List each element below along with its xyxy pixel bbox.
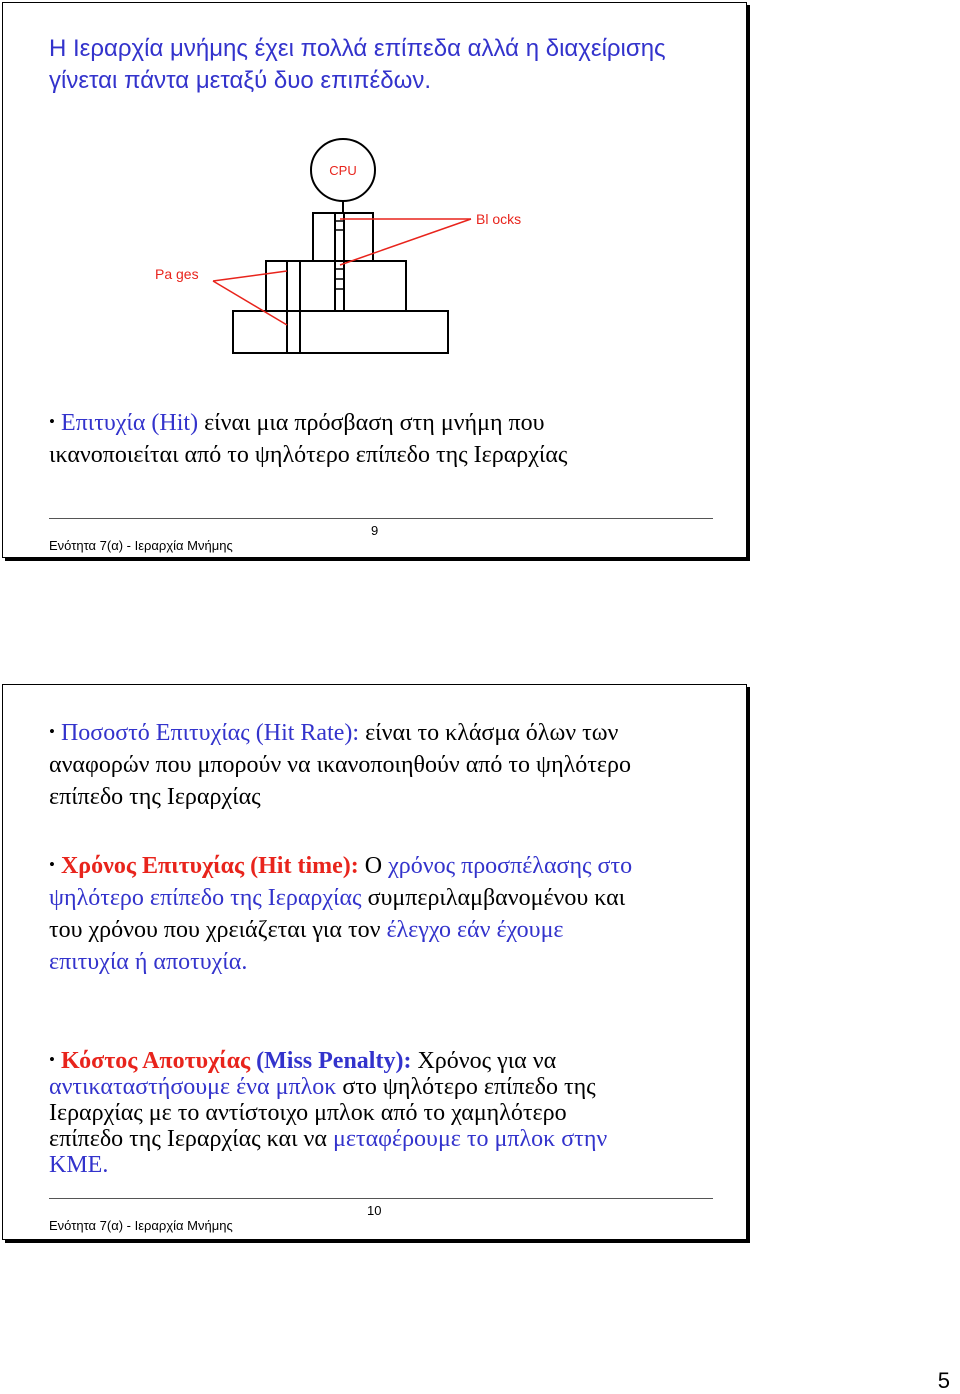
- miss-penalty-line4b: μεταφέρουμε το μπλοκ στην: [326, 1126, 608, 1152]
- blocks-label: Bl ocks: [476, 211, 522, 227]
- hit-rate-line2: αναφορών που μπορούν να ικανοποιηθούν από το ψηλότερο: [49, 752, 631, 778]
- footer-text: Ενότητα 7(α) - Ιεραρχία Μνήμης: [49, 1218, 233, 1233]
- miss-penalty-line2a: αντικαταστήσουμε ένα μπλοκ: [49, 1074, 337, 1100]
- hit-rate-text: είναι το κλάσμα όλων των: [359, 720, 619, 746]
- memory-hierarchy-diagram: [3, 3, 748, 363]
- page-number: 9: [371, 523, 379, 538]
- hit-time-bullet: • Χρόνος Επιτυχίας (Hit time): Ο χρόνος προσπέλασης στο ψηλότερο επίπεδο της Ιεραρχίας συμπεριλαμβανομένου και του χρόνου που χρειάζεται για τον έλεγχο εάν έχουμε επιτυχία ή αποτυχία.: [49, 853, 633, 975]
- hit-time-line2b: συμπεριλαμβανομένου και: [361, 885, 626, 911]
- hit-time-text: Ο: [358, 853, 383, 879]
- hit-rate-bullet: • Ποσοστό Επιτυχίας (Hit Rate): είναι το κλάσμα όλων των αναφορών που μπορούν να ικανοποιηθούν από το ψηλότερο επίπεδο της Ιεραρχίας: [49, 720, 631, 810]
- hit-time-line2a: ψηλότερο επίπεδο της Ιεραρχίας: [49, 885, 362, 911]
- hit-rate-term: Ποσοστό Επιτυχίας (Hit Rate):: [60, 720, 360, 746]
- hit-time-line4: επιτυχία ή αποτυχία.: [49, 949, 248, 975]
- hit-time-term: Χρόνος Επιτυχίας (Hit time):: [60, 853, 359, 879]
- footer-rule: [49, 518, 713, 519]
- miss-penalty-line2b: στο ψηλότερο επίπεδο της: [336, 1074, 596, 1100]
- slide-9: [2, 2, 747, 558]
- footer-rule: [49, 1198, 713, 1199]
- hit-term: Επιτυχία: [60, 410, 146, 436]
- miss-penalty-line4a: επίπεδο της Ιεραρχίας και να: [49, 1126, 327, 1152]
- title-line-1: Η Ιεραρχία μνήμης έχει πολλά επίπεδα αλλά η διαχείρισης: [49, 35, 666, 62]
- hit-time-text-blue: χρόνος προσπέλασης στο: [382, 853, 633, 879]
- hit-time-line3b: έλεγχο εάν έχουμε: [380, 917, 564, 943]
- hit-definition: είναι μια πρόσβαση στη μνήμη που: [198, 410, 545, 436]
- miss-penalty-bullet: • Κόστος Αποτυχίας (Miss Penalty): Χρόνος για να αντικαταστήσουμε ένα μπλοκ στο ψηλότερο επίπεδο της Ιεραρχίας με το αντίστοιχο μπλοκ από το χαμηλότερο επίπεδο της Ιεραρχίας και να μεταφέρουμε το μπλοκ στην ΚΜΕ.: [49, 1048, 608, 1178]
- miss-penalty-line5: ΚΜΕ.: [49, 1152, 109, 1178]
- title-line-2: γίνεται πάντα μεταξύ δυο επιπέδων.: [49, 67, 432, 94]
- miss-penalty-term: Κόστος Αποτυχίας: [60, 1048, 251, 1074]
- cpu-label: CPU: [329, 163, 357, 178]
- page-number: 10: [367, 1203, 382, 1218]
- hit-time-line3a: του χρόνου που χρειάζεται για τον: [49, 917, 381, 943]
- hit-term-en: (Hit): [151, 410, 199, 436]
- miss-penalty-text: Χρόνος για να: [411, 1048, 557, 1074]
- miss-penalty-line3: Ιεραρχίας με το αντίστοιχο μπλοκ από το χαμηλότερο: [49, 1100, 567, 1126]
- sheet-page-number: 5: [937, 1368, 950, 1393]
- hit-definition-line2: ικανοποιείται από το ψηλότερο επίπεδο της Ιεραρχίας: [49, 442, 568, 468]
- miss-penalty-term-en: (Miss Penalty):: [250, 1048, 412, 1074]
- pages-label: Pa ges: [155, 266, 199, 282]
- hit-rate-line3: επίπεδο της Ιεραρχίας: [49, 784, 261, 810]
- disk-level: [233, 311, 448, 353]
- slide-10: [2, 684, 747, 1240]
- hit-bullet: • Επιτυχία (Hit) είναι μια πρόσβαση στη μνήμη που ικανοποιείται από το ψηλότερο επίπεδο της Ιεραρχίας: [49, 410, 568, 468]
- footer-text: Ενότητα 7(α) - Ιεραρχία Μνήμης: [49, 538, 233, 553]
